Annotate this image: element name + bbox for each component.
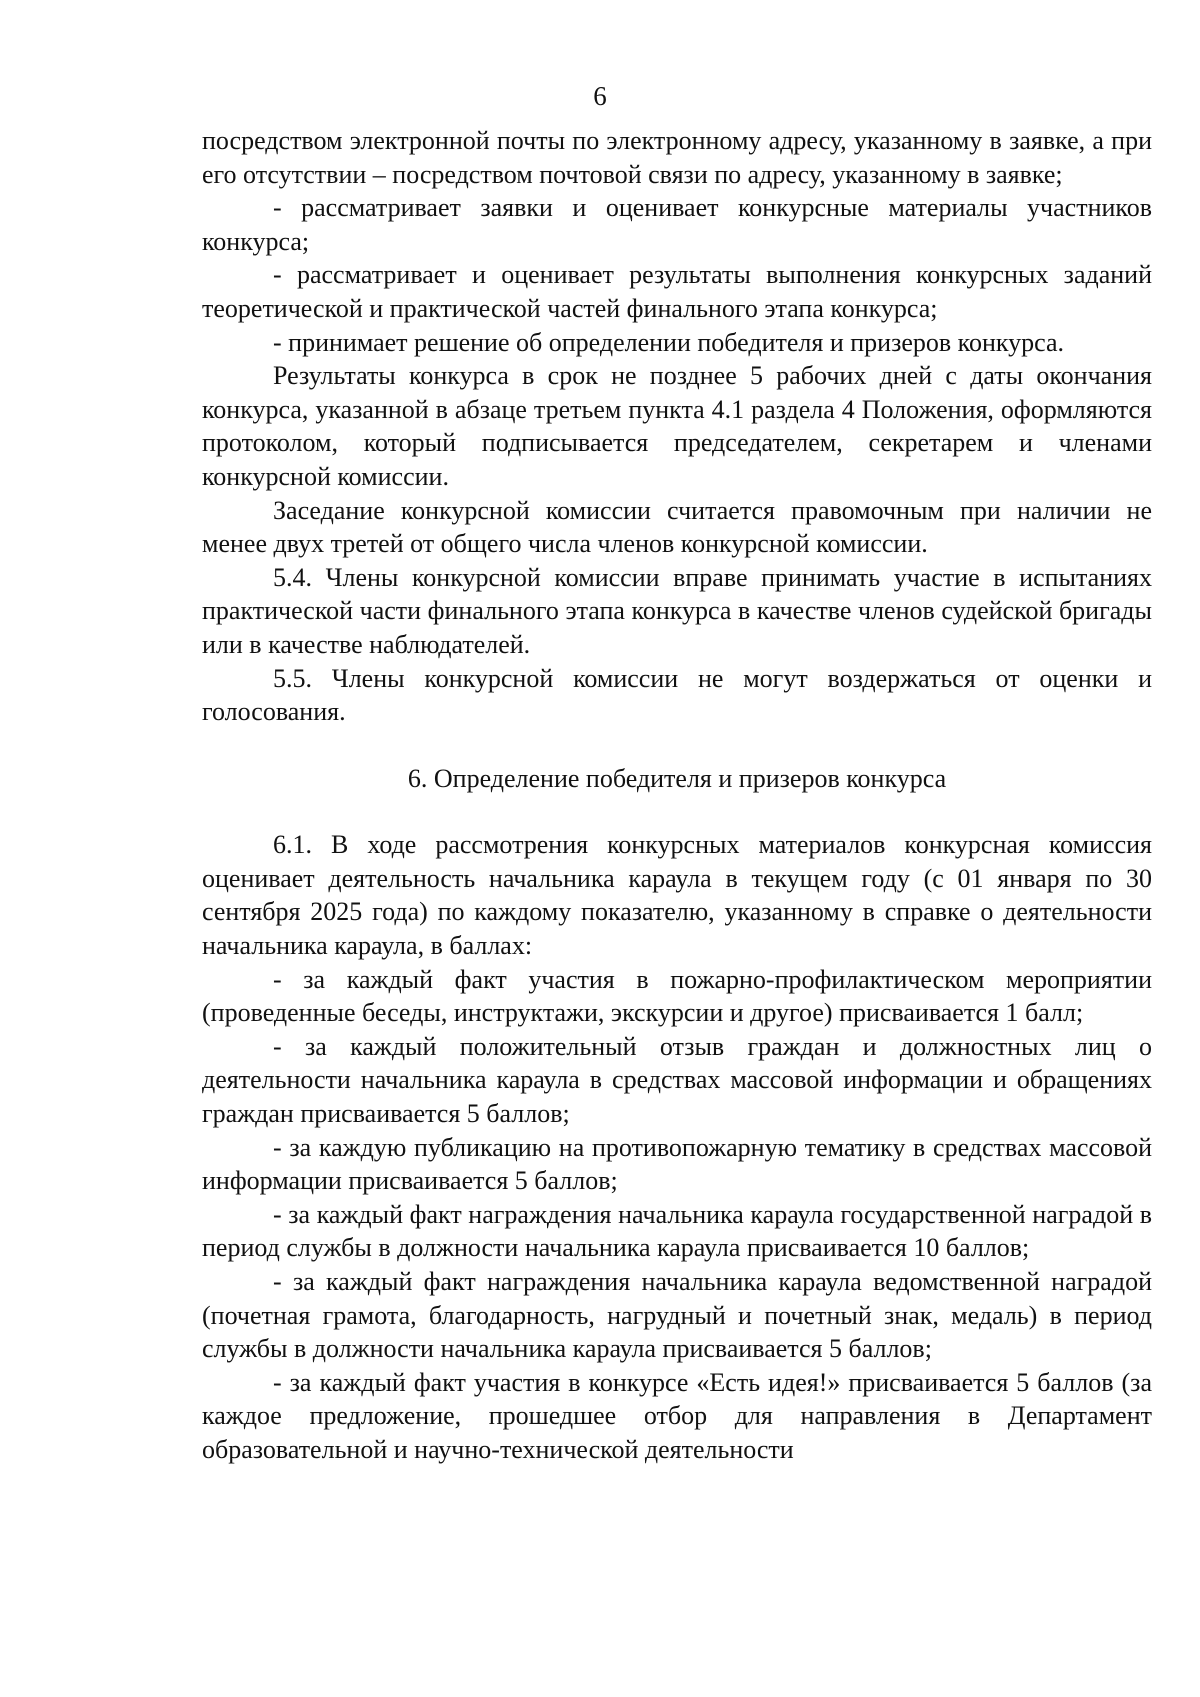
list-item-positive-reviews: - за каждый положительный отзыв граждан и должностных лиц о деятельности начальника караула в средствах массовой информации и обращениях граждан присваивается 5 баллов; [202,1031,1152,1129]
paragraph-results-protocol: Результаты конкурса в срок не позднее 5 рабочих дней с даты окончания конкурса, указанной в абзаце третьем пункта 4.1 раздела 4 Положения, оформляются протоколом, который подписывается председателем, секретарем и членами конкурсной комиссии. [202,361,1152,491]
list-item-evaluate-results: - рассматривает и оценивает результаты выполнения конкурсных заданий теоретической и практической частей финального этапа конкурса; [202,260,1152,323]
section-heading: 6. Определение победителя и призеров конкурса [407,763,947,793]
list-item-review-applications: - рассматривает заявки и оценивает конкурсные материалы участников конкурса; [202,193,1152,256]
paragraph-5-4: 5.4. Члены конкурсной комиссии вправе принимать участие в испытаниях практической части финального этапа конкурса в качестве членов судейской бригады или в качестве наблюдателей. [202,562,1152,659]
paragraph-quorum: Заседание конкурсной комиссии считается правомочным при наличии не менее двух третей от общего числа членов конкурсной комиссии. [202,495,1152,559]
document-body [202,124,1152,1467]
list-item-fire-prevention-events: - за каждый факт участия в пожарно-профилактическом мероприятии (проведенные беседы, инструктажи, экскурсии и другое) присваивается 1 балл; [202,964,1152,1028]
list-item-state-award: - за каждый факт награждения начальника караула государственной наградой в период службы в должности начальника караула присваивается 10 баллов; [202,1199,1152,1263]
list-item-departmental-award: - за каждый факт награждения начальника караула ведомственной наградой (почетная грамота, благодарность, нагрудный и почетный знак, медаль) в период службы в должности начальника караула присваивается 5 баллов; [202,1267,1152,1364]
list-item-publications: - за каждую публикацию на противопожарную тематику в средствах массовой информации присваивается 5 баллов; [202,1132,1152,1196]
paragraph-6-1: 6.1. В ходе рассмотрения конкурсных материалов конкурсная комиссия оценивает деятельность начальника караула в текущем году (с 01 января по 30 сентября 2025 года) по каждому показателю, указанному в справке о деятельности начальника караула, в баллах: [202,830,1152,961]
list-item-idea-contest: - за каждый факт участия в конкурсе «Есть идея!» присваивается 5 баллов (за каждое предложение, прошедшее отбор для направления в Департамент образовательной и научно-технической деятельности [202,1367,1152,1464]
paragraph-5-5: 5.5. Члены конкурсной комиссии не могут воздержаться от оценки и голосования. [202,663,1152,727]
list-item-decide-winner: - принимает решение об определении победителя и призеров конкурса. [273,327,1065,357]
page-number: 6 [593,81,607,111]
paragraph-continuation: посредством электронной почты по электронному адресу, указанному в заявке, а при его отсутствии – посредством почтовой связи по адресу, указанному в заявке; [202,126,1152,189]
